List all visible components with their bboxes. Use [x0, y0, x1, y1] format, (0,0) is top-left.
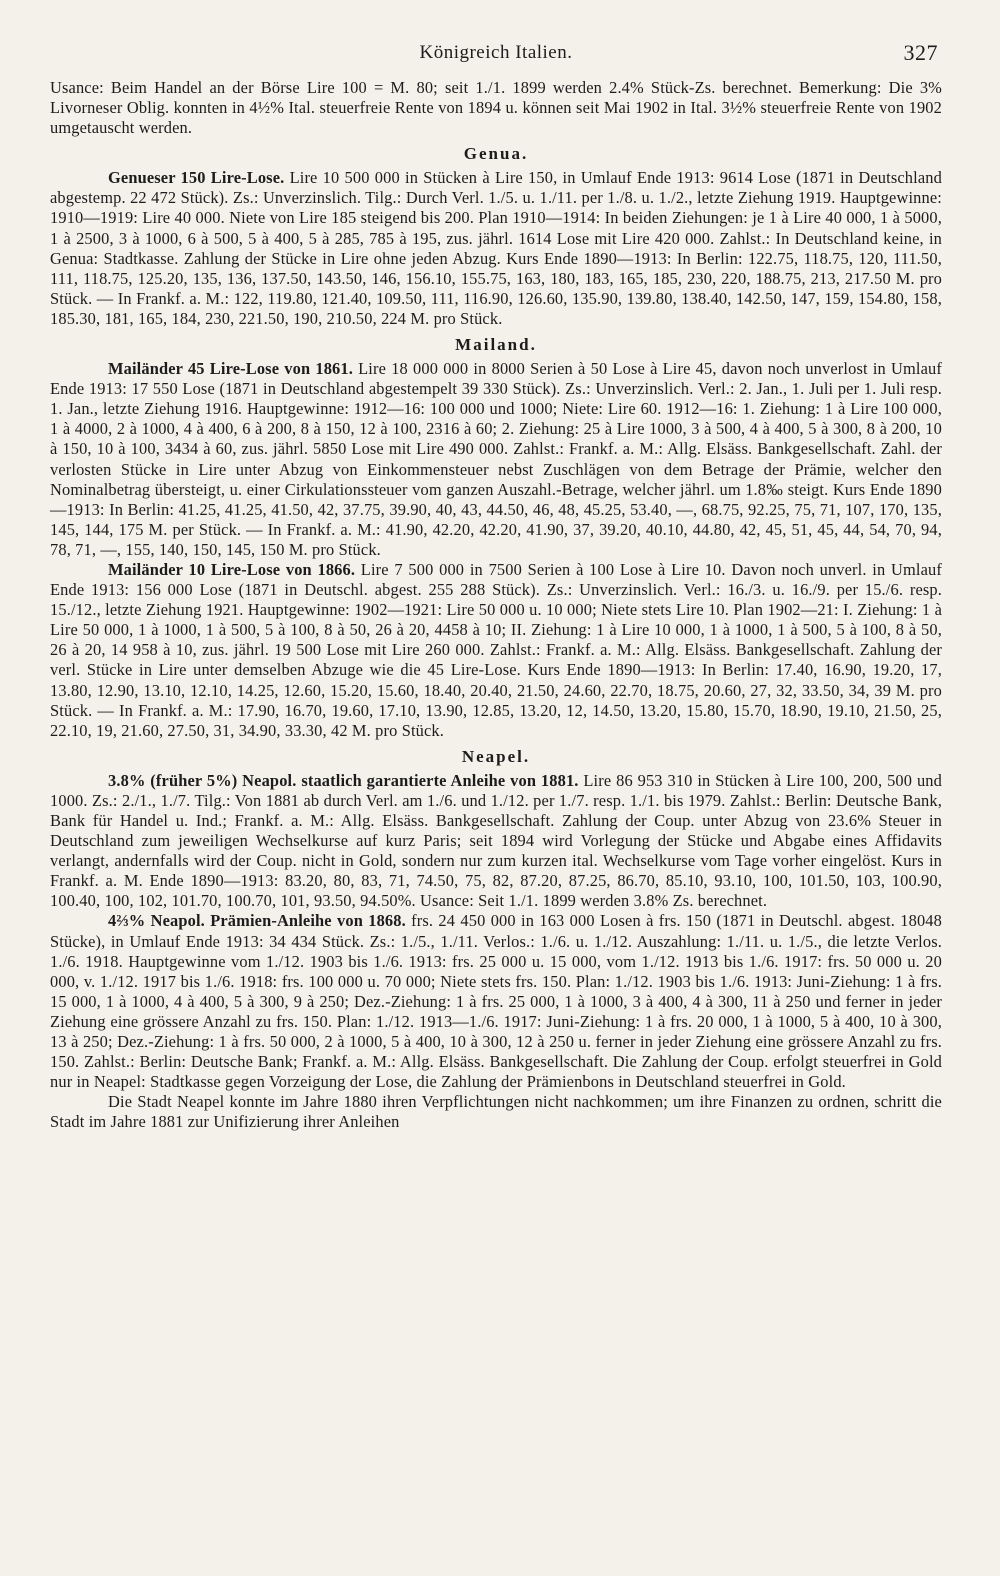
section-heading-genua: Genua. [463, 144, 529, 164]
genua-loan-lead: Genueser 150 Lire-Lose. [108, 168, 285, 188]
section-heading-mailand: Mailand. [455, 335, 537, 355]
mailand-10-lead: Mailänder 10 Lire-Lose von 1866. [108, 559, 356, 579]
mailand-45-text: Lire 18 000 000 in 8000 Serien à 50 Lose à Lire 45, davon noch unverlost in Umlauf Ende 1913: 17 550 Lose (1871 in Deutschland abgestempelt 39 330 Stück). Zs.: Unverzinslich. Verl.: 2. Jan., 1. Juli per 1. Juli resp. 1. Jan., letzte Ziehung 1916. Hauptgewinne: 1912—16: 100 000 und 1000; Niete: Lire 60. 1912—16: 1. Ziehung: 1 à Lire 100 000, 1 à 4000, 2 à 1000, 4 à 400, 6 à 200, 8 à 150, 12 à 100, 2316 à 60; 2. Ziehung: 25 à Lire 1000, 3 à 500, 4 à 400, 5 à 300, 8 à 200, 10 à 150, 10 à 100, 3434 à 60, zus. jährl. 5850 Lose mit Lire 490 000. Zahlst.: Frankf. a. M.: Allg. Elsäss. Bankgesellschaft. Zahl. der verlosten Stücke in Lire unter Abzug von Einkommensteuer nebst Zuschlägen von dem Betrage der Prämie, welcher den Nominalbetrag übersteigt, u. einer Cirkulationssteuer vom ganzen Auszahl.-Betrage, welcher jährl. um 1.8‰ steigt. Kurs Ende 1890—1913: In Berlin: 41.25, 41.25, 41.50, 42, 37.75, 39.90, 40, 43, 44.50, 46, 48, 45.25, 53.40, —, 68.75, 92.25, 75, 71, 107, 170, 135, 145, 144, 175 M. per Stück. — In Frankf. a. M.: 41.90, 42.20, 42.20, 41.90, 37, 39.20, 40.10, 44.80, 42, 45, 51, 45, 44, 54, 70, 94, 78, 71, —, 155, 140, 150, 145, 150 M. pro Stück. [50, 359, 942, 559]
neapel-1881-lead: 3.8% (früher 5%) Neapol. staatlich garantierte Anleihe von 1881. [108, 770, 579, 790]
neapel-1868-paragraph [50, 911, 942, 1092]
running-title: Königreich Italien. [419, 42, 573, 63]
running-head [50, 38, 942, 78]
mailand-10-paragraph [50, 560, 942, 741]
neapel-1868-lead: 4⅔% Neapol. Prämien-Anleihe von 1868. [108, 911, 406, 931]
mailand-10-text: Lire 7 500 000 in 7500 Serien à 100 Lose à Lire 10. Davon noch unverl. in Umlauf Ende 1913: 156 000 Lose (1871 in Deutschl. abgest. 255 288 Stück). Zs.: Unverzinslich. Verl.: 16./3. u. 16./9. per 15./6. resp. 15./12., letzte Ziehung 1921. Hauptgewinne: 1902—1921: Lire 50 000 u. 10 000; Niete stets Lire 10. Plan 1902—21: I. Ziehung: 1 à Lire 50 000, 1 à 1000, 1 à 500, 5 à 100, 8 à 50, 26 à 20, 4458 à 10; II. Ziehung: 1 à Lire 10 000, 1 à 1000, 1 à 500, 5 à 100, 8 à 50, 26 à 20, 14 958 à 10, zus. jährl. 19 500 Lose mit Lire 260 000. Zahlst.: Frankf. a. M.: Allg. Elsäss. Bankgesellschaft. Zahlung der verl. Stücke in Lire unter demselben Abzuge wie die 45 Lire-Lose. Kurs Ende 1890—1913: In Berlin: 17.40, 16.90, 19.20, 17, 13.80, 12.90, 13.10, 12.10, 14.25, 12.60, 15.20, 15.60, 18.40, 20.40, 21.50, 24.60, 22.70, 18.75, 20.60, 27, 32, 33.50, 34, 39 M. pro Stück. — In Frankf. a. M.: 17.90, 16.70, 19.60, 17.10, 13.90, 12.85, 13.20, 12, 14.50, 13.20, 15.80, 15.70, 18.90, 19.10, 21.50, 25, 22.10, 19, 21.60, 27.50, 31, 34.90, 33.30, 42 M. pro Stück. [50, 559, 942, 740]
genua-paragraph [50, 168, 942, 329]
neapel-1868-text: frs. 24 450 000 in 163 000 Losen à frs. 150 (1871 in Deutschl. abgest. 18048 Stücke), in Umlauf Ende 1913: 34 434 Stück. Zs.: 1./5., 1./11. Verlos.: 1./6. u. 1./12. Auszahlung: 1./11. u. 1./5., die letzte Verlos. 1./6. 1918. Hauptgewinne vom 1./12. 1903 bis 1./6. 1913: frs. 25 000 u. 15 000, vom 1./12. 1913 bis 1./6. 1917: frs. 50 000 u. 20 000, v. 1./12. 1917 bis 1./6. 1918: frs. 100 000 u. 70 000; Niete stets frs. 150. Plan: 1./12. 1903 bis 1./6. 1913: Juni-Ziehung: 1 à frs. 15 000, 1 à 1000, 4 à 400, 5 à 300, 9 à 250; Dez.-Ziehung: 1 à frs. 25 000, 1 à 1000, 3 à 400, 4 à 300, 11 à 250 und ferner in jeder Ziehung eine grössere Anzahl zu frs. 150. Plan: 1./12. 1913—1./6. 1917: Juni-Ziehung: 1 à frs. 20 000, 1 à 1000, 5 à 400, 10 à 300, 13 à 250; Dez.-Ziehung: 1 à frs. 50 000, 2 à 1000, 5 à 400, 10 à 300, 12 à 250 u. ferner in jeder Ziehung eine grössere Anzahl zu frs. 150. Zahlst.: Berlin: Deutsche Bank; Frankf. a. M.: Allg. Elsäss. Bankgesellschaft. Die Zahlung der Coup. erfolgt steuerfrei in Gold nur in Neapel: Stadtkasse gegen Vorzeigung der Lose, die Zahlung der Prämienbons in Deutschland steuerfrei in Gold. [50, 911, 942, 1092]
neapel-1881-text: Lire 86 953 310 in Stücken à Lire 100, 200, 500 und 1000. Zs.: 2./1., 1./7. Tilg.: Von 1881 ab durch Verl. am 1./6. und 1./12. per 1./7. resp. 1./1. bis 1979. Zahlst.: Berlin: Deutsche Bank, Bank für Handel u. Ind.; Frankf. a. M.: Allg. Elsäss. Bankgesellschaft. Zahlung der Coup. unter Abzug von 23.6% Steuer in Deutschland zum jeweiligen Wechselkurse auf kurz Paris; seit 1894 wird Vorlegung der Stücke und Abgabe eines Affidavits verlangt, andernfalls wird der Coup. nicht in Gold, sondern nur zum kurzen ital. Wechselkurse vom Tage vorher eingelöst. Kurs in Frankf. a. M. Ende 1890—1913: 83.20, 80, 83, 71, 74.50, 75, 82, 87.20, 87.25, 86.70, 85.10, 93.10, 100, 101.50, 103, 100.90, 100.40, 100, 102, 101.70, 100.70, 101, 93.50, 94.50%. Usance: Seit 1./1. 1899 werden 3.8% Zs. berechnet. [50, 770, 942, 911]
genua-loan-text: Lire 10 500 000 in Stücken à Lire 150, in Umlauf Ende 1913: 9614 Lose (1871 in Deutschland abgestemp. 22 472 Stück). Zs.: Unverzinslich. Tilg.: Durch Verl. 1./5. u. 1./11. per 1./8. u. 1./2., letzte Ziehung 1919. Hauptgewinne: 1910—1919: Lire 40 000. Niete von Lire 185 steigend bis 200. Plan 1910—1914: In beiden Ziehungen: je 1 à Lire 40 000, 1 à 5000, 1 à 2500, 3 à 1000, 6 à 500, 5 à 400, 5 à 285, 785 à 195, zus. jährl. 1614 Lose mit Lire 420 000. Zahlst.: In Deutschland keine, in Genua: Stadtkasse. Zahlung der Stücke in Lire ohne jeden Abzug. Kurs Ende 1890—1913: In Berlin: 122.75, 118.75, 120, 111.50, 111, 118.75, 125.20, 135, 136, 137.50, 143.50, 146, 156.10, 155.75, 163, 180, 183, 165, 185, 230, 220, 188.75, 213, 217.50 M. pro Stück. — In Frankf. a. M.: 122, 119.80, 121.40, 109.50, 111, 116.90, 126.60, 135.90, 139.80, 138.40, 142.50, 147, 159, 154.80, 158, 185.30, 181, 165, 184, 230, 221.50, 190, 210.50, 224 M. pro Stück. [50, 168, 942, 328]
neapel-closing-paragraph: Die Stadt Neapel konnte im Jahre 1880 ihren Verpflichtungen nicht nachkommen; um ihre Finanzen zu ordnen, schritt die Stadt im Jahre 1881 zur Unifizierung ihrer Anleihen [50, 1092, 942, 1132]
page-number: 327 [903, 40, 938, 65]
intro-paragraph: Usance: Beim Handel an der Börse Lire 100 = M. 80; seit 1./1. 1899 werden 2.4% Stück-Zs. berechnet. Bemerkung: Die 3% Livorneser Oblig. konnten in 4½% Ital. steuerfreie Rente von 1894 u. können seit Mai 1902 in Ital. 3½% steuerfreie Rente von 1902 umgetauscht werden. [50, 78, 942, 138]
mailand-45-lead: Mailänder 45 Lire-Lose von 1861. [108, 359, 353, 379]
section-heading-neapel: Neapel. [461, 746, 531, 766]
mailand-45-paragraph [50, 359, 942, 560]
neapel-1881-paragraph [50, 771, 942, 912]
